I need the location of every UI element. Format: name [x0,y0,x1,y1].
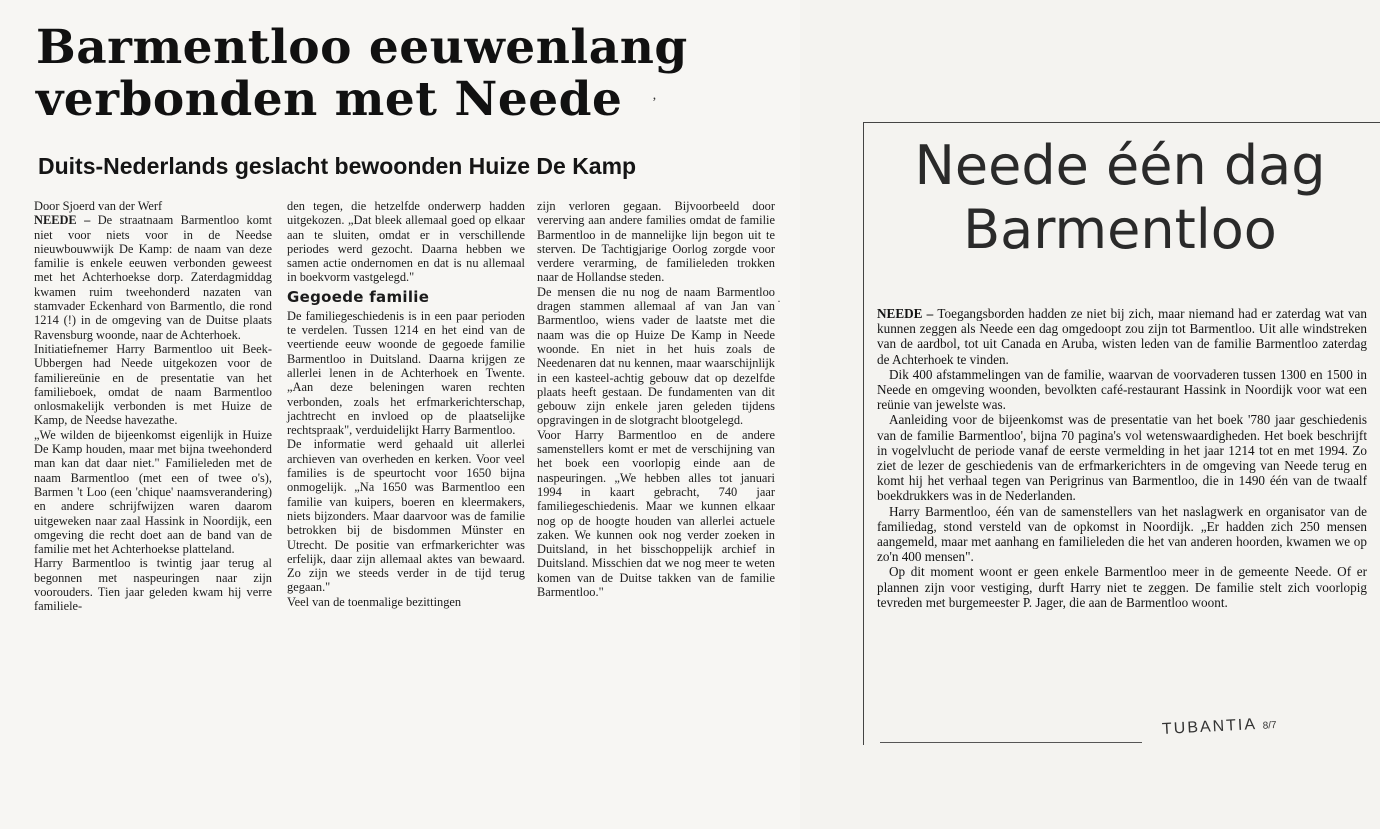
article-paragraph: Harry Barmentloo is twintig jaar terug al begonnen met naspeuringen naar zijn voorouders. Tien jaar geleden kwam hij verre familiele- [34,556,272,614]
article-byline: Door Sjoerd van der Werf [34,199,163,213]
article-subheadline: Duits-Nederlands geslacht bewoonden Huize De Kamp [38,153,637,179]
source-name: TUBANTIA [1161,716,1257,738]
paragraph-text: De straatnaam Barmentloo komt niet voor niets voor in de Needse nieuwbouwwijk De Kamp: de naam van deze familie is enkele eeuwen verbonden geweest met het Achterhoekse dorp. Zaterdagmiddag kwamen ruim tweehonderd nazaten van stamvader Eckenhard von Barmentlo, die rond 1214 (!) in de omgeving van de Duitse plaats Ravensburg woonde, naar de Achterhoek. [34,213,272,342]
article-paragraph: Voor Harry Barmentloo en de andere samenstellers komt er met de verschijning van het boek een voorlopig einde aan de naspeuringen. „We hebben alles tot januari 1994 in kaart gebracht, 740 jaar familiegeschiedenis. Maar we kunnen elkaar nog op de hoogte houden van allerlei actuele zaken. We kunnen ook nog verder zoeken in Duitsland, in het bisschoppelijk archief in Duitsland. Misschien dat we nog meer te weten komen van de Duitse takken van de familie Barmentloo." [537,427,775,600]
article-paragraph: Initiatiefnemer Harry Barmentloo uit Beek-Ubbergen had Neede uitgekozen voor de familiereünie en de presentatie van het familieboek, omdat de naam Barmentloo onlosmakelijk verbonden is met Huize de Kamp, de Needse havezathe. [34,341,272,428]
article-paragraph: De informatie werd gehaald uit allerlei archieven van overheden en kerken. Voor veel families is de speurtocht voor 1650 bijna onmogelijk. „Na 1650 was Barmentloo een familie van kuipers, boeren en kleermakers, niets bijzonders. Maar daarvoor was de familie betrokken bij de bisdommen Münster en Utrecht. De positie van erfmarkerichter was erfelijk, daar zijn allemaal aktes van bewaard. Zo zijn we steeds verder in de tijd terug gegaan." [287,437,525,595]
article-paragraph: „We wilden de bijeenkomst eigenlijk in Huize De Kamp houden, maar met bijna tweehonderd man kan dat daar niet." Familieleden met de naam Barmentloo (met een of twee o's), Barmen 't Loo (een 'chique' naamsverandering) en andere schrijfwijzen waren daarom uitgeweken naar zaal Hassink in Noordijk, een omgeving die recht doet aan de band van de familie met het Achterhoekse platteland. [34,427,272,557]
sidebar-paragraph: Aanleiding voor de bijeenkomst was de presentatie van het boek '780 jaar geschiedenis van de familie Barmentloo', bijna 70 pagina's vol wetenswaardigheden. Het boek beschrijft in vogelvlucht de periode vanaf de eerste vermelding in het jaar 1214 tot en met 1994. Zo ziet de lezer de geschiedenis van de erfmarkerichters in de omgeving van Neede terug en komt hij het verhaal tegen van Perigrinus van Barmentloo, die in 1490 één van de twaalf boekdrukkers was in de Nederlanden. [877,412,1367,504]
sidebar-body [877,306,1367,610]
paragraph-text: Toegangsborden hadden ze niet bij zich, maar niemand had er zaterdag wat van kunnen zeggen als Neede een dag omgedoopt zou zijn tot Barmentloo. Uit alle windstreken van de aardbol, tot uit Canada en Aruba, wisten leden van de familie Barmentloo zaterdag de Achterhoek te vinden. [877,306,1367,367]
article-paragraph: De familiegeschiedenis is in een paar perioden te verdelen. Tussen 1214 en het eind van de veertiende eeuw woonde de gegoede familie Barmentloo in Duitsland. Daarna krijgen ze allerlei lenen in de Achterhoek en Twente. „Aan deze beleningen waren rechten verbonden, zoals het erfmarkerichterschap, jachtrecht en invloed op de plaatselijke rechtspraak", verduidelijkt Harry Barmentloo. [287,308,525,438]
sidebar-dateline: NEEDE – [877,306,938,321]
article-headline: Barmentloo eeuwenlang verbonden met Neede [36,20,688,127]
stray-mark: ‚ [652,88,657,103]
article-column-3 [537,199,775,599]
article-paragraph: zijn verloren gegaan. Bijvoorbeeld door vererving aan andere families omdat de familie Barmentloo in de mannelijke lijn begon uit te sterven. De Tachtigjarige Oorlog zorgde voor verdere verarming, de familieleden trokken naar de Hollandse steden. [537,199,775,285]
sidebar-bottom-rule [880,742,1142,743]
article-dateline: NEEDE – [34,213,98,228]
section-heading: Gegoede familie [287,287,430,306]
sidebar-paragraph: Op dit moment woont er geen enkele Barmentloo meer in de gemeente Neede. Of er plannen zijn voor vestiging, durft Harry niet te zeggen. De familie stelt zich voorlopig tevreden met burgemeester P. Jager, die aan de Barmentloo woont. [877,564,1367,610]
source-date: 8/7 [1262,720,1277,732]
sidebar-paragraph: Harry Barmentloo, één van de samenstellers van het naslagwerk en organisator van de familiedag, stond versteld van de opkomst in Noordijk. „Er hadden zich 250 mensen aangemeld, maar met aanhang en familieleden die het van anderen hoorden, kwamen we op zo'n 400 mensen". [877,503,1367,565]
article-column-1 [34,199,272,614]
sidebar-title: Neede één dag Barmentloo [914,134,1326,261]
article-paragraph [34,213,272,342]
sidebar-paragraph: Dik 400 afstammelingen van de familie, waarvan de voorvaderen tussen 1300 en 1500 in Neede en omgeving woonden, bevolkten café-restaurant Hassink in Noordijk voor wat een reünie van jewelste was. [877,366,1367,413]
sidebar-paragraph [877,306,1367,367]
stray-dot: · [777,294,781,308]
article-paragraph: den tegen, die hetzelfde onderwerp hadden uitgekozen. „Dat bleek allemaal goed op elkaar aan te sluiten, omdat er in verschillende periodes werd gezocht. Daarna hebben we samen actie ondernomen en dat is nu allemaal in boekvorm vastgelegd." [287,199,525,285]
article-paragraph: Veel van de toenmalige bezittingen [287,594,462,609]
article-column-2 [287,199,525,609]
article-paragraph: De mensen die nu nog de naam Barmentloo dragen stammen allemaal af van Jan van Barmentloo, wiens vader de laatste met die naam was die op Huize De Kamp in Neede woonde. En niet in het huis zoals de Needenaren dat nu kennen, maar waarschijnlijk in een kasteel-achtig gebouw dat op dezelfde plaats heeft gestaan. De fundamenten van dit gebouw zijn enkele jaren geleden tijdens opgravingen in de slotgracht blootgelegd. [537,284,775,428]
